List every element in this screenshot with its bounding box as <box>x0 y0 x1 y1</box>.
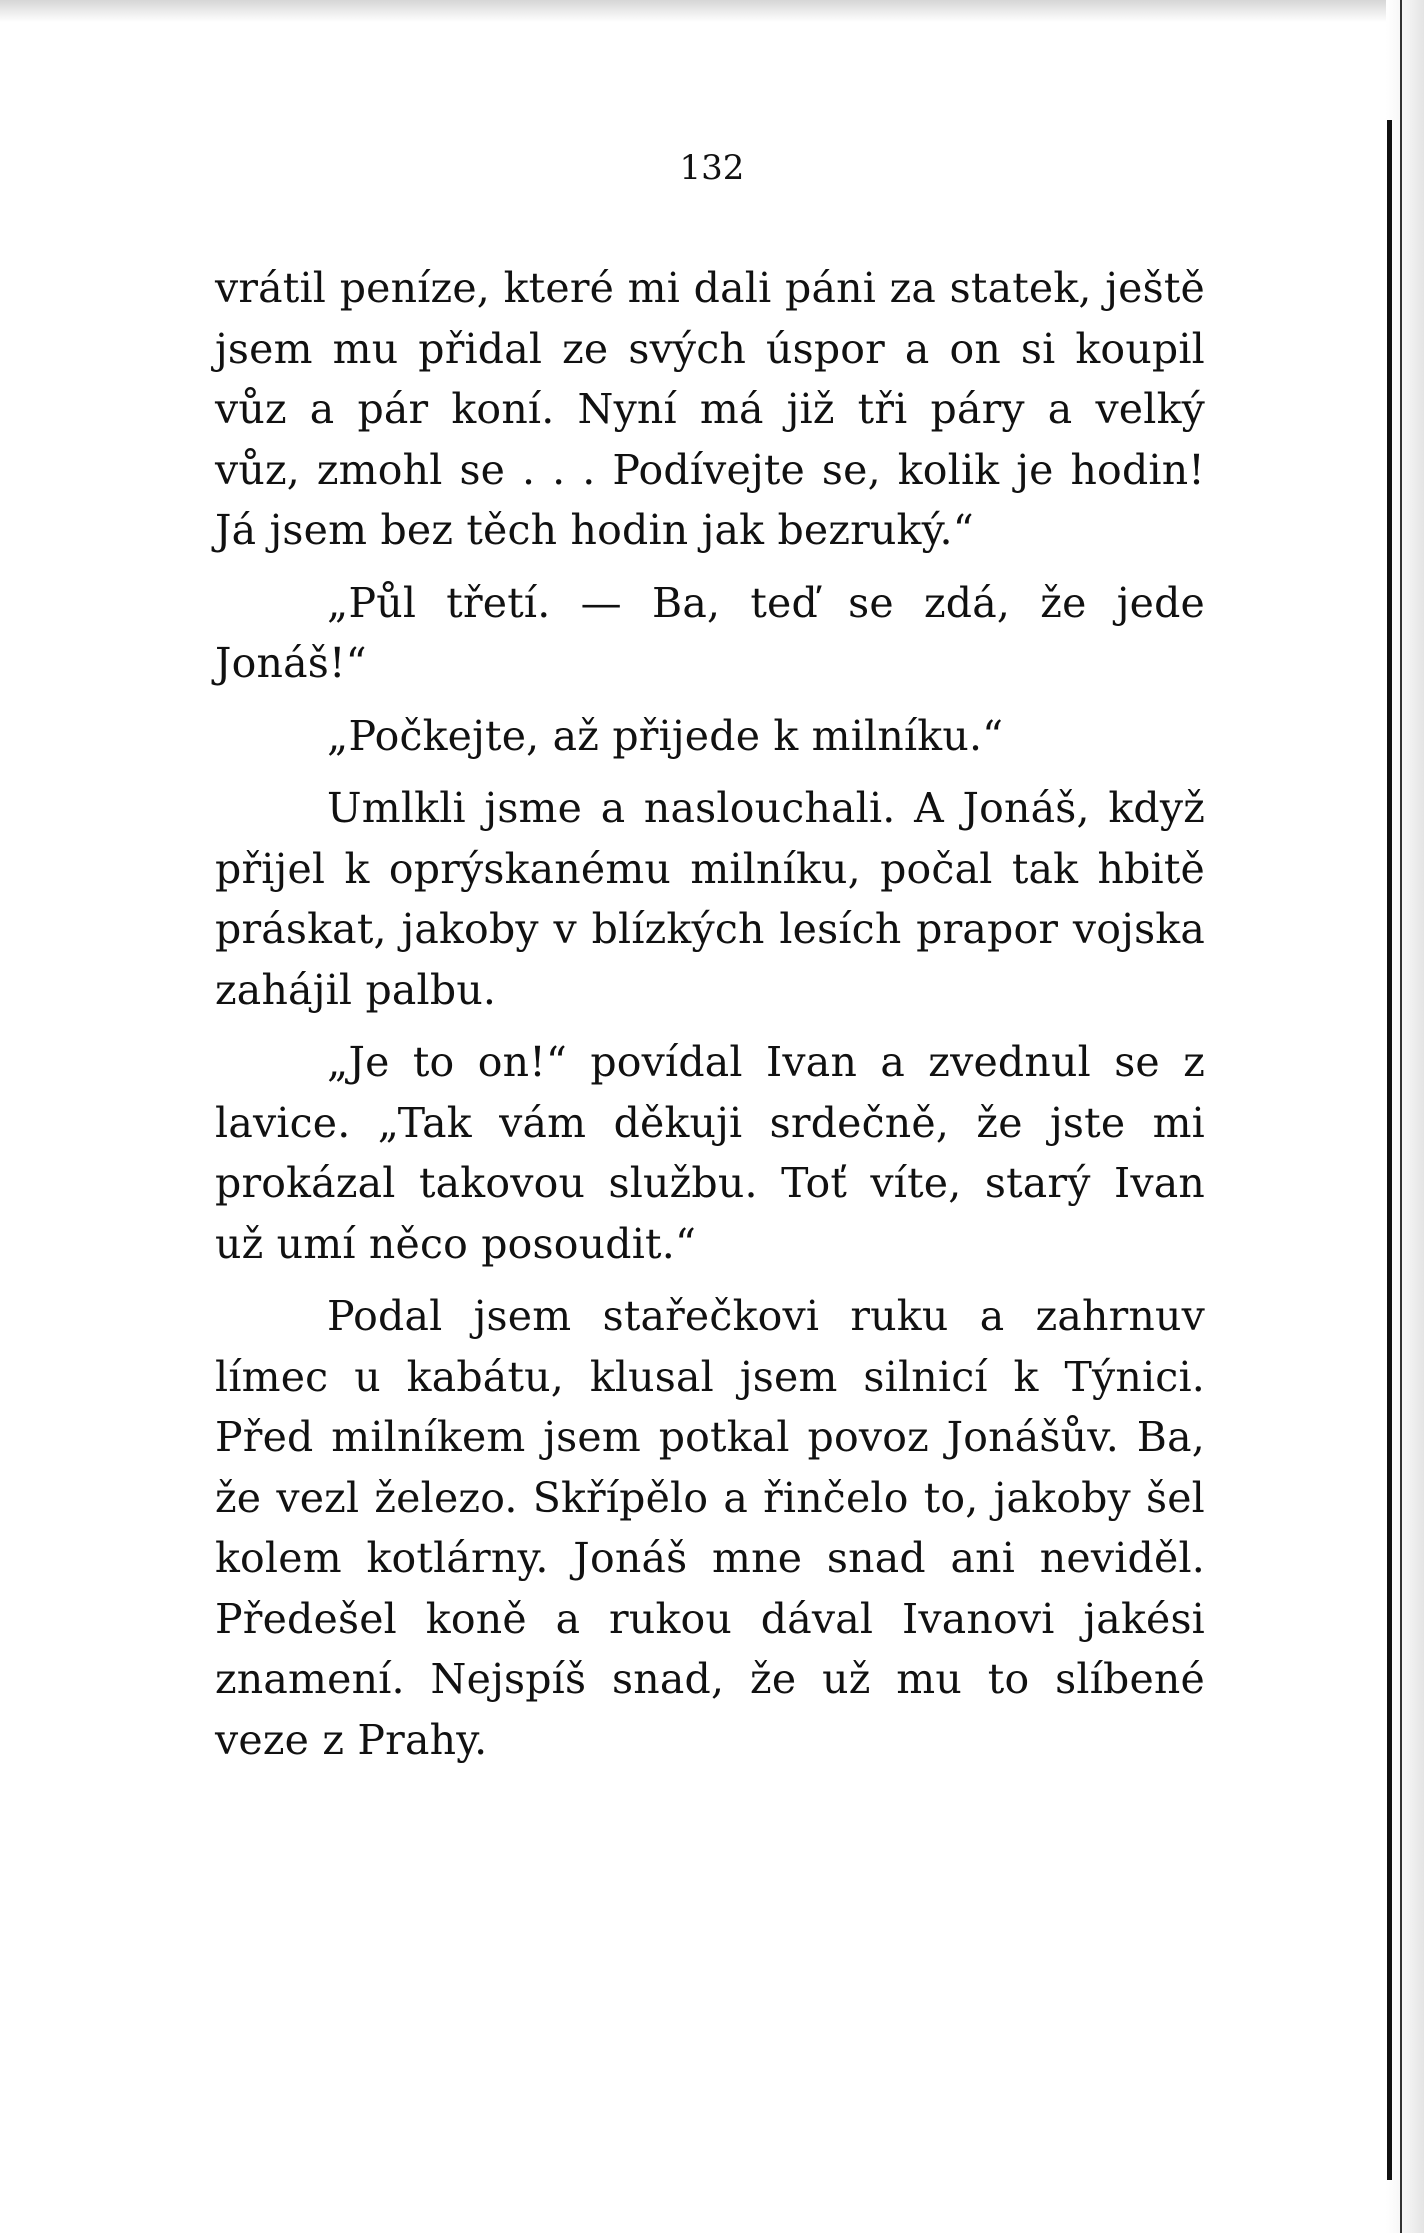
paragraph: Umlkli jsme a naslouchali. A Jonáš, když přijel k oprýskanému milníku, počal tak hbitě práskat, jakoby v blízkých lesích prapor vojska zahájil palbu. <box>215 784 1205 1014</box>
paragraph: „Počkejte, až přijede k milníku.“ <box>327 711 1004 760</box>
paragraph: „Půl třetí. — Ba, teď se zdá, že jede Jonáš!“ <box>215 578 1205 687</box>
paragraph: Podal jsem stařečkovi ruku a zahrnuv límec u kabátu, klusal jsem silnicí k Týnici. Před milníkem jsem potkal povoz Jonášův. Ba, že vezl železo. Skřípělo a řinčelo to, jakoby šel kolem kotlárny. Jonáš mne snad ani neviděl. Předešel koně a rukou dával Ivanovi jakési znamení. Nejspíš snad, že už mu to slíbené veze z Prahy. <box>215 1292 1205 1764</box>
paragraph: „Je to on!“ povídal Ivan a zvednul se z lavice. „Tak vám děkuji srdečně, že jste mi prokázal takovou službu. Toť víte, starý Ivan už umí něco posoudit.“ <box>215 1038 1205 1268</box>
body-text <box>215 258 1205 1782</box>
binding-edge <box>1400 0 1402 2233</box>
scan-edge-top <box>0 0 1424 22</box>
page-number: 132 <box>679 148 745 188</box>
binding-shadow <box>1387 120 1392 2180</box>
paragraph: vrátil peníze, které mi dali páni za statek, ještě jsem mu přidal ze svých úspor a on si koupil vůz a pár koní. Nyní má již tři páry a velký vůz, zmohl se . . . Podívejte se, kolik je hodin! Já jsem bez těch hodin jak bezruký.“ <box>215 264 1205 554</box>
